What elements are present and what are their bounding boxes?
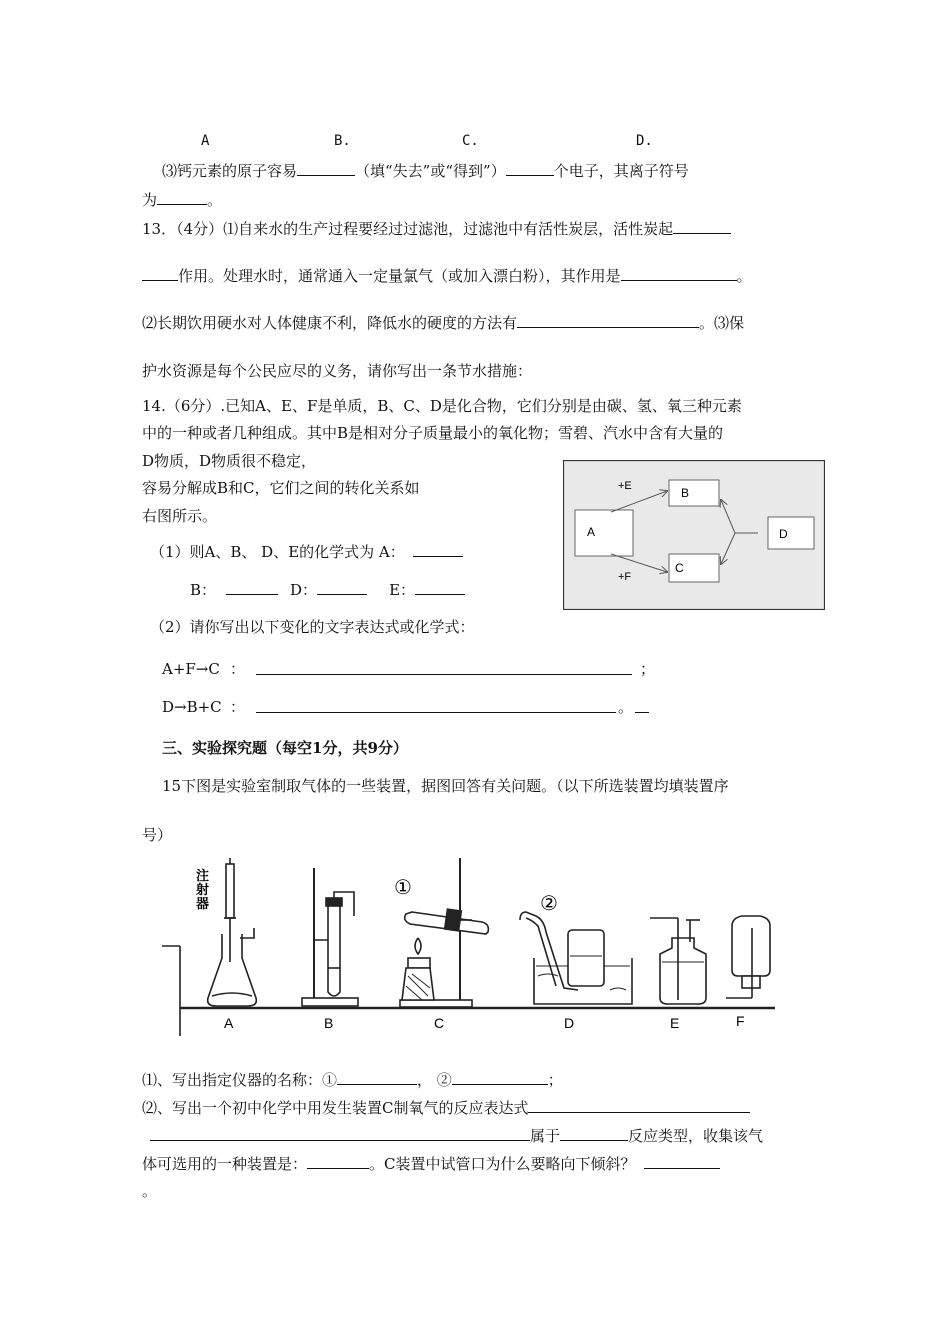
q15-item2-line1: ⑵、写出一个初中化学中用发生装置C制氧气的反应表达式 <box>142 1097 750 1118</box>
apparatus-label-c: C <box>434 1015 445 1031</box>
option-a: A <box>201 133 210 149</box>
marker-1: ① <box>394 877 412 899</box>
answer-blank[interactable] <box>317 579 367 595</box>
q13-line3: ⑵长期饮用硬水对人体健康不利，降低水的硬度的方法有 。⑶保 <box>142 314 745 332</box>
answer-blank[interactable] <box>337 1069 417 1085</box>
label-plus-f: +F <box>618 571 632 583</box>
node-d-box <box>768 517 814 549</box>
apparatus-e <box>650 918 706 1004</box>
answer-blank[interactable] <box>528 1097 750 1113</box>
q14-line5: 右图所示。 <box>142 507 218 525</box>
q14-part2: （2）请你写出以下变化的文字表达式或化学式： <box>150 618 475 636</box>
q13-line4: 护水资源是每个公民应尽的义务，请你写出一条节水措施： <box>142 362 533 380</box>
q14-line2: 中的一种或者几种组成。其中B是相对分子质量最小的氧化物；雪碧、汽水中含有大量的 <box>142 424 724 442</box>
q14-line3: D物质，D物质很不稳定， <box>142 452 317 470</box>
label-plus-e: +E <box>618 480 632 492</box>
node-a: A <box>587 525 596 539</box>
answer-blank[interactable] <box>157 189 207 205</box>
answer-blank[interactable] <box>415 579 465 595</box>
node-b-box <box>669 480 719 506</box>
syringe-label-3: 器 <box>196 896 210 911</box>
apparatus-b <box>302 868 358 1006</box>
answer-blank[interactable] <box>413 541 463 557</box>
q13-line1: 13．（4分）⑴自来水的生产过程要经过过滤池，过滤池中有活性炭层，活性炭起 <box>142 218 731 239</box>
q15-item1: ⑴、写出指定仪器的名称：① ， ② ； <box>142 1071 563 1089</box>
syringe-label-2: 射 <box>196 882 210 897</box>
answer-blank[interactable] <box>635 697 649 713</box>
apparatus-d <box>520 912 632 1004</box>
node-d: D <box>779 527 788 541</box>
q15-line2: 号） <box>142 826 173 844</box>
answer-blank[interactable] <box>506 160 554 176</box>
q15-line1: 15下图是实验室制取气体的一些装置，据图回答有关问题。（以下所选装置均填装置序 <box>162 777 729 795</box>
answer-blank[interactable] <box>644 1153 720 1169</box>
answer-blank[interactable] <box>452 1069 548 1085</box>
apparatus-label-f: F <box>736 1013 745 1029</box>
q14-line4: 容易分解成B和C，它们之间的转化关系如 <box>142 479 420 497</box>
node-a-box <box>575 510 633 556</box>
apparatus-f <box>726 916 770 998</box>
option-d: D. <box>636 133 653 149</box>
q14-part1-line1: （1）则A、B、 D、E的化学式为 A： <box>150 541 463 562</box>
option-b: B. <box>334 133 351 149</box>
q12-part3-line2: 为 。 <box>142 191 223 209</box>
q15-item4: 。 <box>142 1182 158 1200</box>
node-c: C <box>675 561 684 575</box>
q13-line2: 作用。处理水时，通常通入一定量氯气（或加入漂白粉），其作用是 。 <box>142 265 752 286</box>
apparatus-label-a: A <box>224 1015 234 1031</box>
reaction-d-b-c: D→B+C ： 。 <box>162 697 682 717</box>
q15-item2-line2: 属于 反应类型，收集该气 <box>150 1125 763 1146</box>
answer-blank[interactable] <box>142 265 178 281</box>
answer-blank[interactable] <box>256 697 616 713</box>
apparatus-label-d: D <box>564 1015 575 1031</box>
transformation-diagram <box>563 460 825 610</box>
syringe-label-1: 注 <box>196 868 210 883</box>
apparatus-c <box>400 858 488 1007</box>
answer-blank[interactable] <box>307 1153 369 1169</box>
option-c: C. <box>462 133 479 149</box>
section3-title: 三、实验探究题（每空1分，共9分） <box>162 739 408 757</box>
q14-part1-line2: B： D： E： <box>190 579 465 600</box>
node-b: B <box>681 486 690 500</box>
q14-line1: 14.（6分）.已知A、E、F是单质，B、C、D是化合物，它们分别是由碳、氢、氧三种元素 <box>142 397 742 415</box>
apparatus-label-e: E <box>670 1015 680 1031</box>
answer-blank[interactable] <box>517 312 699 328</box>
answer-blank[interactable] <box>621 265 737 281</box>
answer-blank[interactable] <box>560 1125 628 1141</box>
apparatus-label-b: B <box>324 1015 334 1031</box>
answer-blank[interactable] <box>297 160 355 176</box>
apparatus-a <box>208 858 257 1006</box>
apparatus-figure <box>160 858 780 1040</box>
answer-blank[interactable] <box>256 659 632 675</box>
q12-part3-line1: ⑶钙元素的原子容易 （填“失去”或“得到”） 个电子，其离子符号 <box>162 162 689 180</box>
answer-blank[interactable] <box>673 218 731 234</box>
q15-item3: 体可选用的一种装置是： 。C装置中试管口为什么要略向下倾斜？ <box>142 1153 720 1174</box>
answer-blank[interactable] <box>150 1125 530 1141</box>
answer-blank[interactable] <box>226 579 278 595</box>
reaction-a-f-c: A+F→C ： ； <box>162 660 656 678</box>
marker-2: ② <box>540 893 558 915</box>
